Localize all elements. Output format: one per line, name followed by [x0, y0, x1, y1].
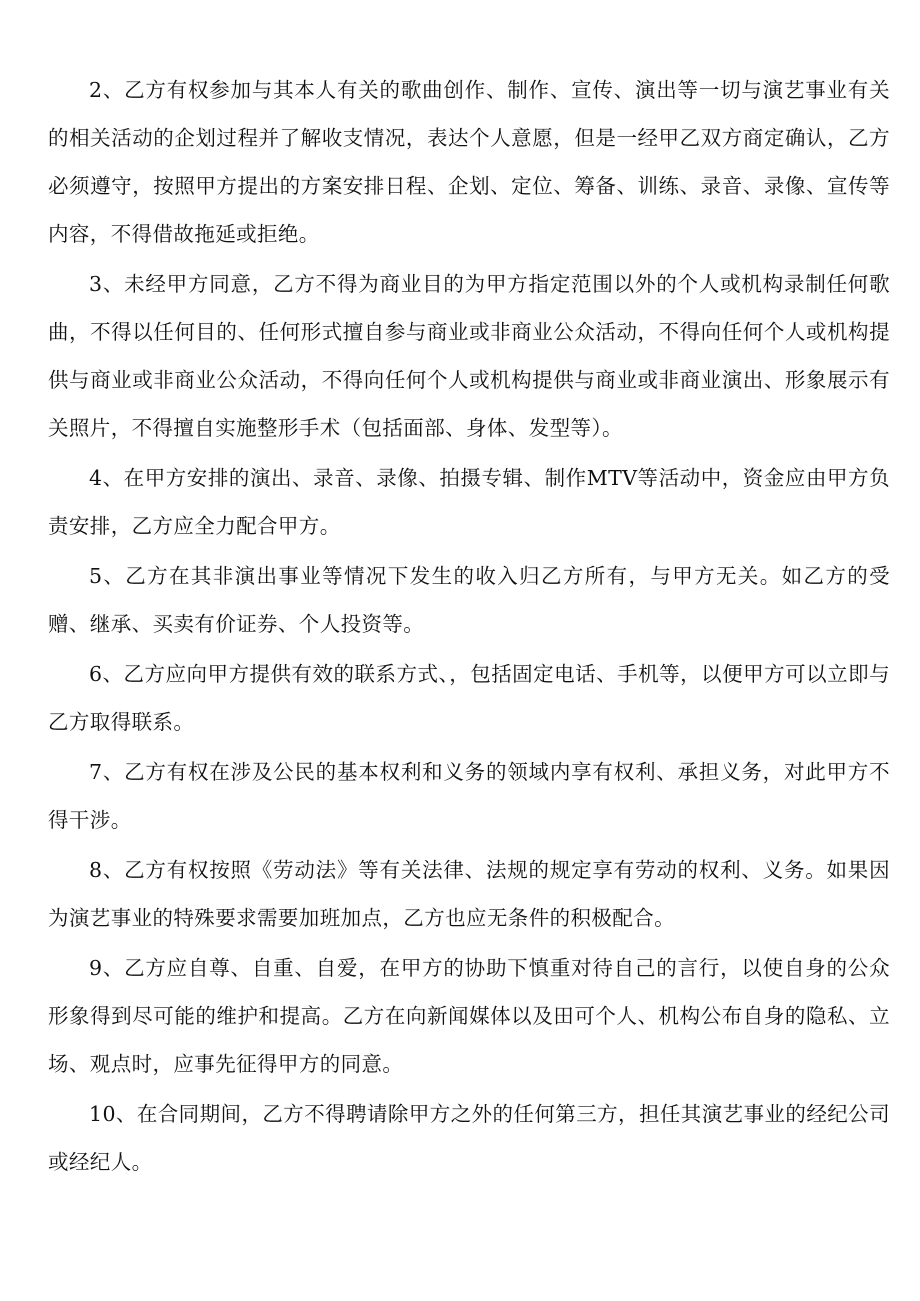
document-page: [48, 66, 890, 1188]
clause-6: 6、乙方应向甲方提供有效的联系方式、，包括固定电话、手机等，以便甲方可以立即与乙方取得联系。: [48, 662, 890, 734]
clause-5: 5、乙方在其非演出事业等情况下发生的收入归乙方所有，与甲方无关。如乙方的受赠、继承、买卖有价证券、个人投资等。: [48, 564, 890, 636]
clause-3: 3、未经甲方同意，乙方不得为商业目的为甲方指定范围以外的个人或机构录制任何歌曲，不得以任何目的、任何形式擅自参与商业或非商业公众活动，不得向任何个人或机构提供与商业或非商业公众活动，不得向任何个人或机构提供与商业或非商业演出、形象展示有关照片，不得擅自实施整形手术（包括面部、身体、发型等）。: [48, 272, 890, 440]
clause-10: 10、在合同期间，乙方不得聘请除甲方之外的任何第三方，担任其演艺事业的经纪公司或经纪人。: [48, 1102, 890, 1174]
clause-7: 7、乙方有权在涉及公民的基本权利和义务的领域内享有权利、承担义务，对此甲方不得干涉。: [48, 760, 890, 832]
clause-2: 2、乙方有权参加与其本人有关的歌曲创作、制作、宣传、演出等一切与演艺事业有关的相关活动的企划过程并了解收支情况，表达个人意愿，但是一经甲乙双方商定确认，乙方必须遵守，按照甲方提出的方案安排日程、企划、定位、筹备、训练、录音、录像、宣传等内容，不得借故拖延或拒绝。: [48, 78, 890, 246]
clause-9: 9、乙方应自尊、自重、自爱，在甲方的协助下慎重对待自己的言行，以使自身的公众形象得到尽可能的维护和提高。乙方在向新闻媒体以及田可个人、机构公布自身的隐私、立场、观点时，应事先征得甲方的同意。: [48, 956, 890, 1076]
clause-8: 8、乙方有权按照《劳动法》等有关法律、法规的规定享有劳动的权利、义务。如果因为演艺事业的特殊要求需要加班加点，乙方也应无条件的积极配合。: [48, 858, 890, 930]
clause-4: 4、在甲方安排的演出、录音、录像、拍摄专辑、制作MTV等活动中，资金应由甲方负责安排，乙方应全力配合甲方。: [48, 466, 890, 538]
